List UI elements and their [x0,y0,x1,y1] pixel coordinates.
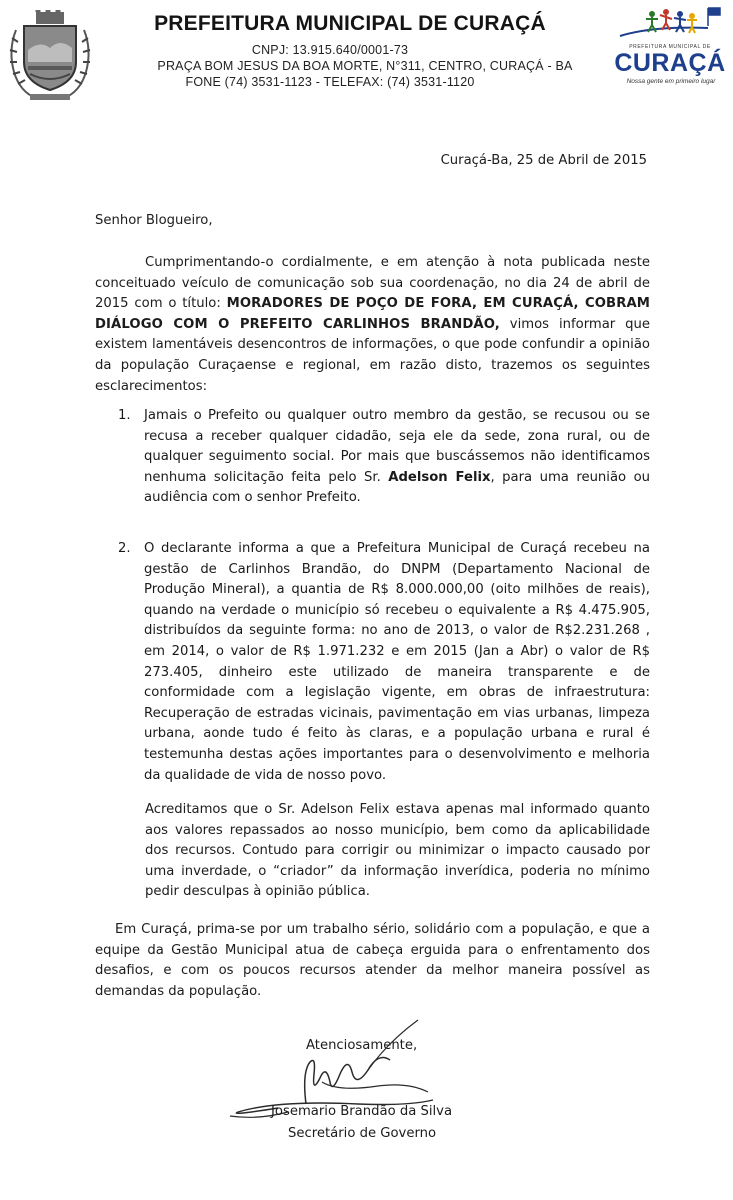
municipal-coat-of-arms-icon [6,10,94,102]
list-item-text-after: , para uma reunião ou audiência com o senhor Prefeito. [144,469,650,506]
signer-name: Josemario Brandão da Silva [271,1104,453,1119]
paragraph-3: Acreditamos que o Sr. Adelson Felix estava apenas mal informado quanto aos valores repassados ao nosso município, bem como da aplicabilidade dos recursos. Contudo para corrigir ou minimizar o impacto causado por uma inverdade, o “criador” da informação inverídica, poderia no mínimo pedir desculpas à opinião pública. [145,802,650,900]
signer-role: Secretário de Governo [288,1126,437,1141]
intro-text-after: vimos informar que existem lamentáveis desencontros de informações, o que pode confundir a opinião da população Curaçaense e regional, em razão disto, trazemos os seguintes esclarecimentos: [95,316,651,394]
closing-text: Atenciosamente, [306,1038,418,1053]
list-item-number: 2. [118,541,131,556]
list-item-1 [118,406,650,509]
list-item-text-before: Jamais o Prefeito ou qualquer outro membro da gestão, se recusou ou se recusa a receber qualquer cidadão, seja ele da sede, zona rural, ou de qualquer seguimento social. Por mais que buscássemos não identificamos nenhuma solicitação feita pelo Sr. [144,408,650,485]
brand-name: CURAÇÁ [614,49,726,77]
header-cnpj: CNPJ: 13.915.640/0001-73 [251,43,409,57]
header-title: PREFEITURA MUNICIPAL DE CURAÇÁ [154,12,546,35]
letter-date: Curaçá-Ba, 25 de Abril de 2015 [440,153,647,168]
header-phone: FONE (74) 3531-1123 - TELEFAX: (74) 3531-1120 [185,75,475,89]
list-item-text: O declarante informa a que a Prefeitura Municipal de Curaçá recebeu na gestão de Carlinhos Brandão, do DNPM (Departamento Nacional de Produção Mineral), a quantia de R$ 8.000.000,00 (oito milhões de reais), quando na verdade o município só recebeu o equivalente a R$ 4.475.905, distribuídos da seguinte forma: no ano de 2013, o valor de R$2.231.268 , em 2014, o valor de R$ 1.971.232 e em 2015 (Jan a Abr) o valor de R$ 273.405, dinheiro este utilizado de maneira transparente e de conformidade com a legislação vigente, em obras de infraestrutura: Recuperação de estradas vicinais, pavimentação em vias urbanas, limpeza urbana, aonde tudo é feito às claras, e a população urbana e rural é testemunha destas ações importantes para o desenvolvimento e melhoria da qualidade de vida de nosso povo. [144,541,650,783]
people-figures-icon [612,6,728,46]
list-item-2 [118,539,650,786]
paragraph-4: Em Curaçá, prima-se por um trabalho sério, solidário com a população, e que a equipe da Gestão Municipal atua de cabeça erguida para o enfrentamento dos desafios, e com os poucos recursos atender da melhor maneira possível as demandas da população. [95,922,650,999]
intro-paragraph [95,253,650,397]
list-item-number: 1. [118,408,131,423]
intro-text-before: Cumprimentando-o cordialmente, e em atenção à nota publicada neste conceituado veículo de comunicação sob sua coordenação, no dia 24 de abril de 2015 com o título: [95,255,650,312]
brand-logo [612,6,728,100]
brand-slogan: Nossa gente em primeiro lugar [626,78,716,85]
intro-bold-title: MORADORES DE POÇO DE FORA, EM CURAÇÁ, COBRAM DIÁLOGO COM O PREFEITO CARLINHOS BRANDÃO, [95,296,650,332]
letter-salutation: Senhor Blogueiro, [95,213,213,228]
brand-top-label: PREFEITURA MUNICIPAL DE [629,44,711,50]
header-address: PRAÇA BOM JESUS DA BOA MORTE, N°311, CENTRO, CURAÇÁ - BA [157,59,573,73]
list-item-bold-name: Adelson Felix [388,469,491,485]
